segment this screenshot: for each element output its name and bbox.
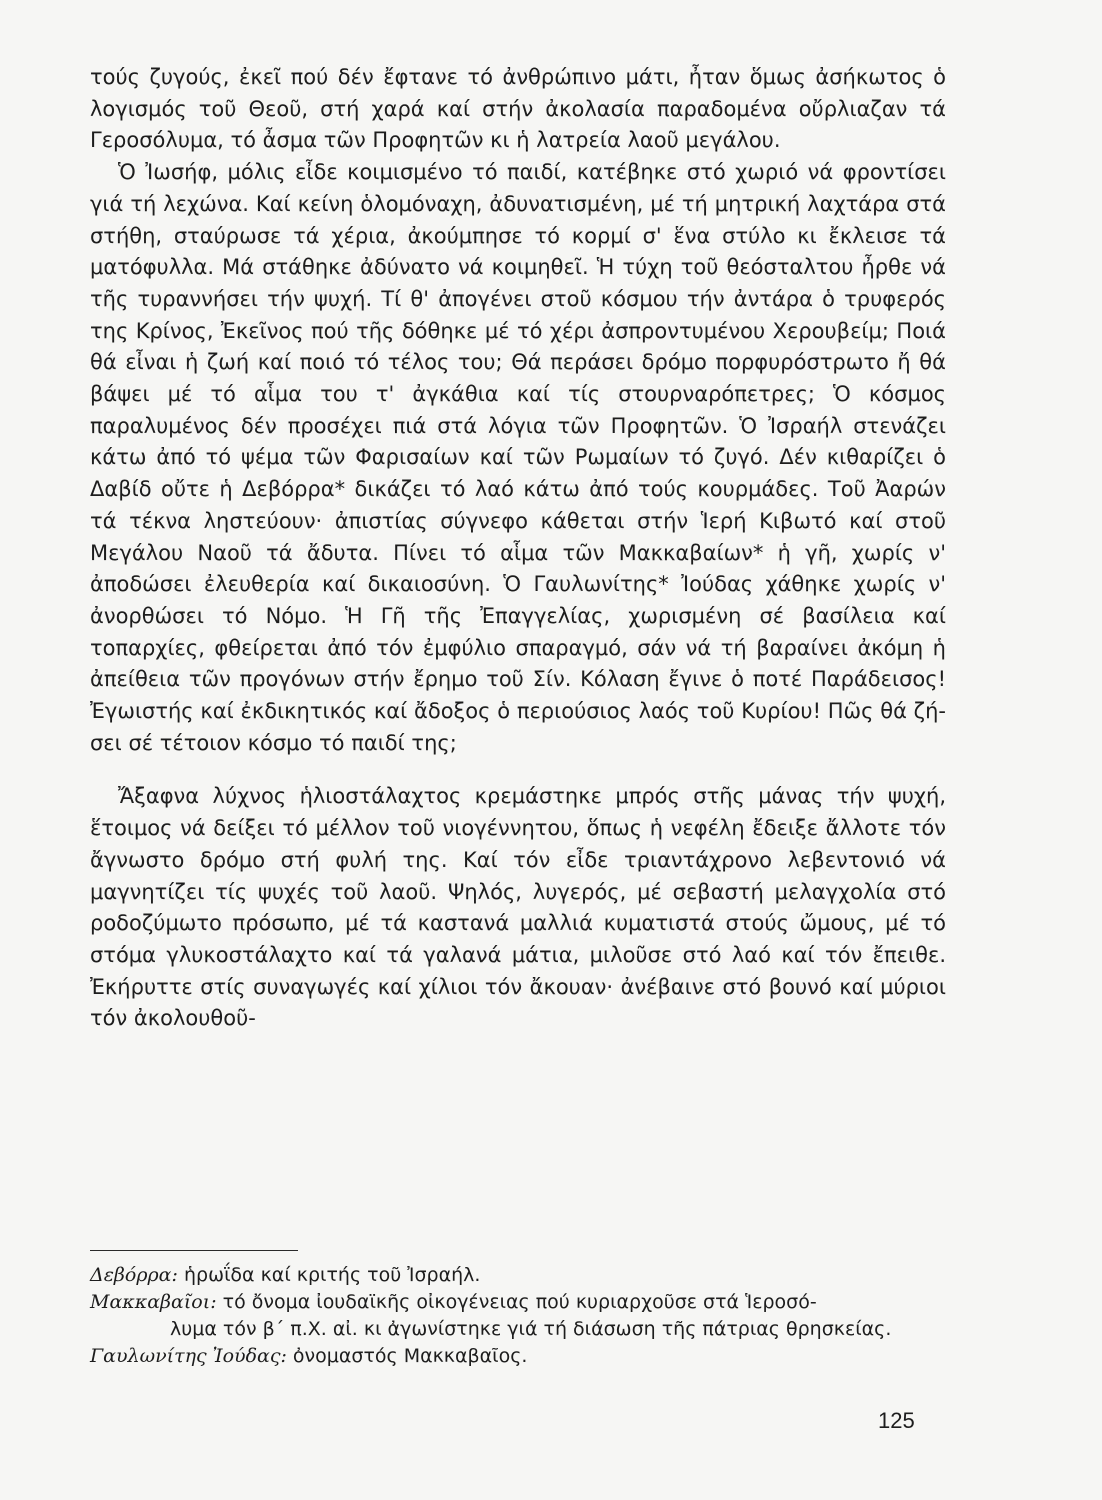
footnote [90,1262,960,1289]
footnote [90,1289,960,1343]
footnote-text: ἡρωΐδα καί κριτής τοῦ Ἰσραήλ. [183,1264,481,1286]
footnote-continuation: λυμα τόν β΄ π.Χ. αἰ. κι ἀγωνίστηκε γιά τή διάσωση τῆς πάτριας θρησκείας. [170,1318,892,1340]
footnote-text: ὀνομαστός Μακκαβαῖος. [292,1345,528,1367]
footnote [90,1343,960,1370]
footnote-text: τό ὄνομα ἰουδαϊκῆς οἰκογένειας πού κυριαρχοῦσε στά Ἱεροσό- [222,1291,817,1313]
footnote-term: Γαυλωνίτης Ἰούδας: [90,1345,287,1367]
page-number: 125 [878,1408,915,1433]
paragraph: Ἄξαφνα λύχνος ἡλιοστάλαχτος κρεμάστηκε μπρός στῆς μάνας τήν ψυχή, ἕτοιμος νά δείξει τό μέλλον τοῦ νιογέννητου, ὅπως ἡ νεφέλη ἔδειξε ἄλλοτε τόν ἄγνωστο δρόμο στή φυλή της. Καί τόν εἶδε τριαντάχρονο λεβεντονιό νά μαγνητίζει τίς ψυχές τοῦ λαοῦ. Ψηλός, λυγερός, μέ σεβαστή μελαγχολία στό ροδοζύμωτο πρόσωπο, μέ τά καστανά μαλλιά κυματιστά στούς ὤμους, μέ τό στόμα γλυκοστάλαχτο καί τά γαλανά μάτια, μιλοῦσε στό λαό καί τόν ἔπειθε. Ἐκήρυττε στίς συναγωγές καί χίλιοι τόν ἄκουαν· ἀνέβαινε στό βουνό καί μύριοι τόν ἀκολουθοῦ- [90,784,946,1031]
main-text [90,62,946,1035]
paragraph: τούς ζυγούς, ἐκεῖ πού δέν ἔφτανε τό ἀνθρώπινο μάτι, ἦταν ὅμως ἀσήκωτος ὁ λογισμός τοῦ Θεοῦ, στή χαρά καί στήν ἀκολασία παραδομένα οὔρλιαζαν τά Γεροσόλυμα, τό ἆσμα τῶν Προφητῶν κι ἡ λατρεία λαοῦ μεγάλου. [90,65,946,153]
footnote-divider [90,1250,298,1251]
paragraph: Ὁ Ἰωσήφ, μόλις εἶδε κοιμισμένο τό παιδί, κατέβηκε στό χωριό νά φροντίσει γιά τή λεχώνα. Καί κείνη ὁλομόναχη, ἀδυνατισμένη, μέ τή μητρική λαχτάρα στά στήθη, σταύρωσε τά χέρια, ἀκούμπησε τό κορμί σ' ἕνα στύλο κι ἔκλεισε τά ματόφυλλα. Μά στάθηκε ἀδύνατο νά κοιμηθεῖ. Ἡ τύχη τοῦ θεόσταλτου ἦρθε νά τῆς τυραννήσει τήν ψυχή. Τί θ' ἀπογένει στοῦ κόσμου τήν ἀντάρα ὁ τρυφερός της Κρίνος, Ἐκεῖνος πού τῆς δόθηκε μέ τό χέρι ἀσπροντυμένου Χερουβείμ; Ποιά θά εἶναι ἡ ζωή καί ποιό τό τέλος του; Θά περάσει δρόμο πορφυρόστρωτο ἤ θά βάψει μέ τό αἷμα του τ' ἀγκάθια καί τίς στουρναρόπετρες; Ὁ κόσμος παραλυμένος δέν προσέχει πιά στά λόγια τῶν Προφητῶν. Ὁ Ἰσραήλ στενάζει κάτω ἀπό τό ψέμα τῶν Φαρισαίων καί τῶν Ρωμαίων τό ζυγό. Δέν κιθαρίζει ὁ Δαβίδ οὔτε ἡ Δεβόρρα* δικάζει τό λαό κάτω ἀπό τούς κουρμάδες. Τοῦ Ἀαρών τά τέκνα ληστεύουν· ἀπιστίας σύγνεφο κάθεται στήν Ἱερή Κιβωτό καί στοῦ Μεγάλου Ναοῦ τά ἄδυτα. Πίνει τό αἷμα τῶν Μακκαβαίων* ἡ γῆ, χωρίς ν' ἀποδώσει ἐλευθερία καί δικαιοσύνη. Ὁ Γαυλωνίτης* Ἰούδας χάθηκε χωρίς ν' ἀνορθώσει τό Νόμο. Ἡ Γῆ τῆς Ἐπαγγελίας, χωρισμένη σέ βασίλεια καί τοπαρχίες, φθείρεται ἀπό τόν ἐμφύλιο σπαραγμό, σάν νά τή βαραίνει ἀκόμη ἡ ἀπείθεια τῶν προγόνων στήν ἔρημο τοῦ Σίν. Κόλαση ἔγινε ὁ ποτέ Παράδεισος! Ἐγωιστής καί ἐκδικητικός καί ἄδοξος ὁ περιούσιος λαός τοῦ Κυρίου! Πῶς θά ζήσει σέ τέτοιον κόσμο τό παιδί της; [90,160,946,755]
footnote-term: Δεβόρρα: [90,1264,178,1286]
footnotes [90,1262,960,1370]
footnote-term: Μακκαβαῖοι: [90,1291,217,1313]
